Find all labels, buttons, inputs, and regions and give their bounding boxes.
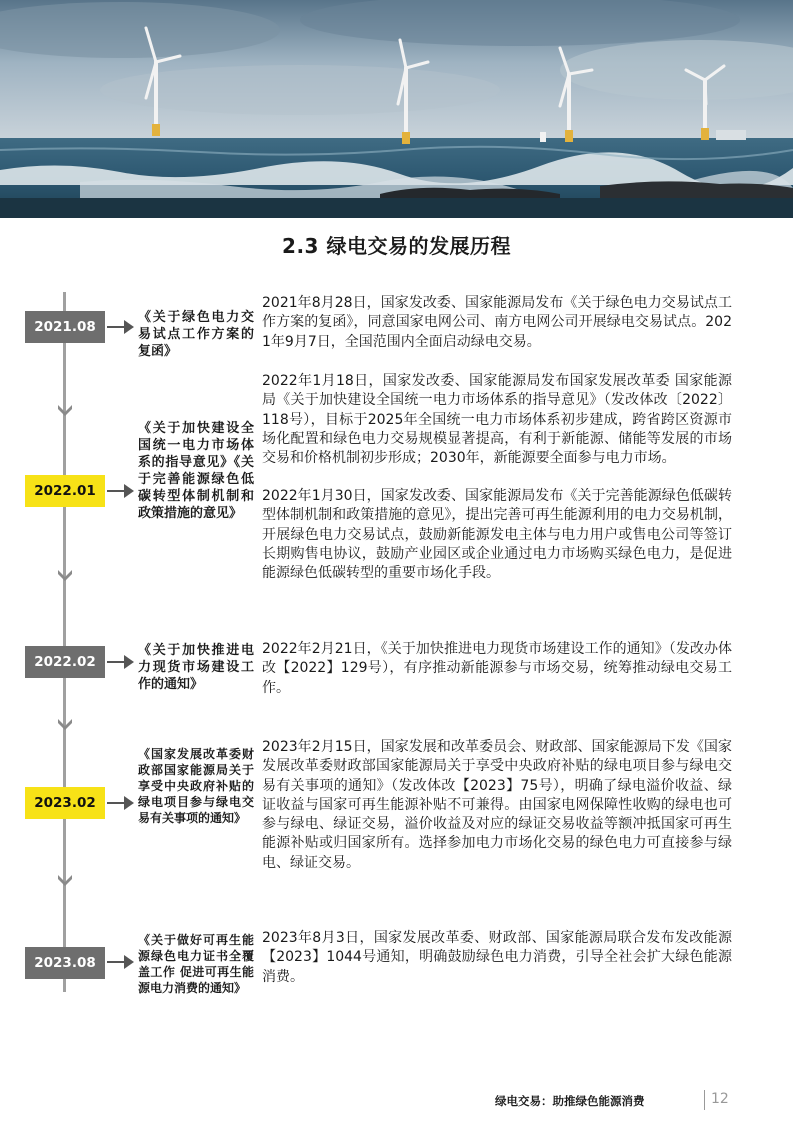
arrow-right-icon (106, 794, 136, 812)
date-box-2023-02: 2023.02 (25, 787, 105, 819)
policy-title: 《关于绿色电力交易试点工作方案的复函》 (138, 310, 254, 359)
chevron-down-icon (55, 568, 75, 582)
arrow-right-icon (106, 482, 136, 500)
event-description: 2023年2月15日，国家发展和改革委员会、财政部、国家能源局下发《国家发展改革委财政部国家能源局关于享受中央政府补贴的绿电项目参与绿电交易有关事项的通知》（发改体改【2023】75号），明确了绿电溢价收益、绿证收益与国家可再生能源补贴不可兼得。由国家电网保障性收购的绿电也可参与绿电、绿证交易，溢价收益及对应的绿证交易收益等额冲抵国家可再生能源补贴或归国家所有。选择参加电力市场化交易的绿色电力可直接参与绿电、绿证交易。 (262, 739, 732, 871)
date-box-2022-02: 2022.02 (25, 646, 105, 678)
footer-title: 绿电交易：助推绿色能源消费 (495, 1094, 645, 1108)
arrow-right-icon (106, 318, 136, 336)
footer-divider (704, 1090, 705, 1110)
timeline-line (63, 292, 66, 992)
policy-title: 《关于加快推进电力现货市场建设工作的通知》 (138, 643, 254, 692)
policy-title: 《国家发展改革委财政部国家能源局关于享受中央政府补贴的绿电项目参与绿电交易有关事项的通知》 (138, 747, 254, 825)
policy-title: 《关于做好可再生能源绿色电力证书全覆盖工作 促进可再生能源电力消费的通知》 (138, 933, 254, 995)
date-box-2022-01: 2022.01 (25, 475, 105, 507)
chevron-down-icon (55, 717, 75, 731)
event-description: 2022年1月18日，国家发改委、国家能源局发布国家发展改革委 国家能源局《关于加快建设全国统一电力市场体系的指导意见》（发改体改〔2022〕118号），目标于2025年全国统一电力市场体系初步建成，跨省跨区资源市场化配置和绿色电力交易规模显著提高，有利于新能源、储能等发展的市场交易和价格机制初步形成；2030年，新能源要全面参与电力市场。 (262, 373, 732, 467)
chevron-down-icon (55, 873, 75, 887)
policy-title: 《关于加快建设全国统一电力市场体系的指导意见》《关于完善能源绿色低碳转型体制机制和政策措施的意见》 (138, 421, 254, 521)
date-box-2023-08: 2023.08 (25, 947, 105, 979)
event-description: 2022年2月21日，《关于加快推进电力现货市场建设工作的通知》（发改办体改【2022】129号），有序推动新能源参与市场交易，统筹推动绿电交易工作。 (262, 641, 732, 696)
page-number: 12 (711, 1091, 729, 1107)
event-description: 2022年1月30日，国家发改委、国家能源局发布《关于完善能源绿色低碳转型体制机制和政策措施的意见》，提出完善可再生能源利用的电力交易机制，开展绿色电力交易试点，鼓励新能源发电主体与电力用户或售电公司等签订长期购售电协议，鼓励产业园区或企业通过电力市场购买绿色电力，是促进能源绿色低碳转型的重要市场化手段。 (262, 488, 732, 582)
chevron-down-icon (55, 403, 75, 417)
arrow-right-icon (106, 653, 136, 671)
date-box-2021-08: 2021.08 (25, 311, 105, 343)
event-description: 2021年8月28日，国家发改委、国家能源局发布《关于绿色电力交易试点工作方案的复函》，同意国家电网公司、南方电网公司开展绿电交易试点。2021年9月7日，全国范围内全面启动绿电交易。 (262, 295, 732, 350)
hero-image (0, 0, 793, 218)
event-description: 2023年8月3日，国家发展改革委、财政部、国家能源局联合发布发改能源【2023】1044号通知，明确鼓励绿色电力消费，引导全社会扩大绿色能源消费。 (262, 930, 732, 985)
section-title: 2.3 绿电交易的发展历程 (282, 234, 511, 258)
arrow-right-icon (106, 953, 136, 971)
